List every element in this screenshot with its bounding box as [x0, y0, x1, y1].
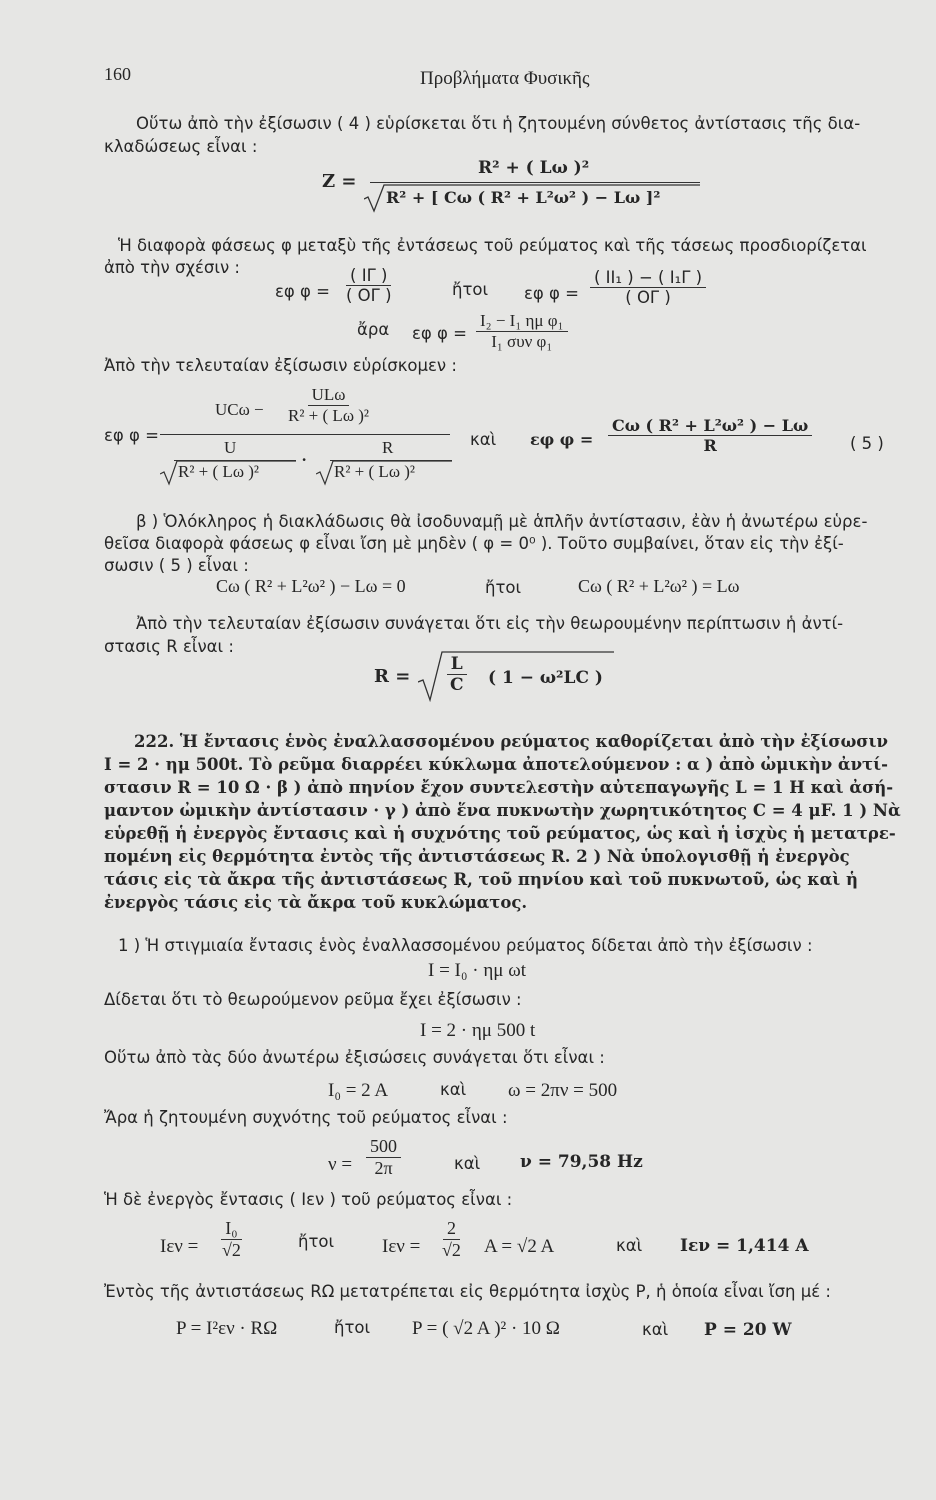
phase-line-2: ἀπὸ τὴν σχέσιν : [104, 258, 240, 277]
solution-line-3: Οὕτω ἀπὸ τὰς δύο ἀνωτέρω ἐξισώσεις συνάγεται ὅτι εἶναι : [104, 1048, 605, 1067]
beta-line-1: β ) Ὁλόκληρος ἡ διακλάδωσις θὰ ἰσοδυναμῇ μὲ ἁπλῆν ἀντίστασιν, ἐὰν ἡ ἀνωτέρω εὑρε- [136, 512, 868, 531]
solution-line-5: Ἡ δὲ ἐνεργὸς ἔντασις ( Iεν ) τοῦ ρεύματος εἶναι : [104, 1190, 513, 1209]
ien-result: Iεν = 1,414 A [680, 1236, 809, 1256]
main-fraction-bar [160, 434, 450, 435]
solution-line-1: 1 ) Ἡ στιγμιαία ἔντασις ἑνὸς ἐναλλασσομένου ρεύματος δίδεται ἀπὸ τὴν ἐξίσωσιν : [118, 936, 813, 955]
intro-line-2: κλαδώσεως εἶναι : [104, 137, 258, 156]
phase-line-1: Ἡ διαφορὰ φάσεως φ μεταξὺ τῆς ἐντάσεως τοῦ ρεύματος καὶ τῆς τάσεως προσδιορίζεται [118, 236, 867, 255]
solution-line-4: Ἄρα ἡ ζητουμένη συχνότης τοῦ ρεύματος εἶναι : [104, 1108, 508, 1127]
beta-line-3: σωσιν ( 5 ) εἶναι : [104, 556, 249, 575]
solution-line-6: Ἐντὸς τῆς ἀντιστάσεως RΩ μετατρέπεται εἰς θερμότητα ἰσχὺς P, ἡ ὁποία εἶναι ἴση μέ : [104, 1282, 831, 1301]
running-title: Προβλήματα Φυσικῆς [420, 68, 590, 89]
fraction-ii1-og: $\frac{\text{( ΙΙ₁ ) − ( Ι₁Γ )}}{( O\Gamma )}$ [590, 268, 706, 307]
solution-line-2: Δίδεται ὅτι τὸ θεωρούμενον ρεῦμα ἔχει ἐξίσωσιν : [104, 990, 522, 1009]
beta-line-2: θεῖσα διαφορὰ φάσεως φ εἶναι ἴση μὲ μηδὲν ( φ = 0⁰ ). Τοῦτο συμβαίνει, ὅταν εἰς τὴν ἐξί- [104, 534, 844, 553]
beta-line-4: Ἀπὸ τὴν τελευταίαν ἐξίσωσιν συνάγεται ὅτι εἰς τὴν θεωρουμένην περίπτωσιν ἡ ἀντί- [136, 614, 844, 633]
nu-result: ν = 79,58 Hz [520, 1152, 643, 1172]
fraction-tan-result: $\frac{\text{Cω ( R² + L²ω² ) − Lω}}{R}$ [608, 416, 812, 455]
fraction-ig-og: $\frac{( I\Gamma )}{( O\Gamma )}$ [346, 266, 392, 305]
power-result: P = 20 W [704, 1320, 792, 1340]
page-number: 160 [104, 64, 131, 84]
book-page: 160 Προβλήματα Φυσικῆς Οὕτω ἀπὸ τὴν ἐξίσωσιν ( 4 ) εὑρίσκεται ὅτι ἡ ζητουμένη σύνθετος ἀντίστασις τῆς δια- κλαδώσεως εἶναι : Z = R² + ( Lω )² R² + [ Cω ( R² + L²ω² ) − Lω ]² Ἡ διαφορὰ φάσεως φ μεταξὺ τῆς ἐντάσεως τοῦ ρεύματος καὶ τῆς τάσεως προσδιορίζεται ἀπὸ τὴν σχέσιν : εφ φ = $\frac{( I\Gamma )}{( O\Gamma )}$ ἤτοι εφ φ = $\frac{\text{( ΙΙ₁ ) − ( Ι₁Γ )}}{( O\Gamma )}$ ἄρα εφ φ = Ι₂ − Ι₁ ημ φ₁ Ι₁ συν φ₁ Ἀπὸ τὴν τελευταίαν ἐξίσωσιν εὑρίσκομεν : εφ φ = UCω − ULω R² + ( Lω )² U R . R² + ( Lω )² R² + ( Lω )² καὶ εφ φ = $\frac{\text{Cω ( R² + L²ω² ) − Lω}}{R}$ ( 5 ) β ) Ὁλόκληρος ἡ διακλάδωσις θὰ ἰσοδυναμῇ μὲ ἁπλῆν ἀντίστασιν, ἐὰν ἡ ἀνωτέρω εὑρε- θεῖσα διαφορὰ φάσεως φ εἶναι ἴση μὲ μηδὲν ( φ = 0⁰ ). Τοῦτο συμβαίνει, ὅταν εἰς τὴν ἐξί- σωσιν ( 5 ) εἶναι : Cω ( R² + L²ω² ) − Lω = 0 ἤτοι Cω ( R² + L²ω² ) = Lω Ἀπὸ τὴν τελευταίαν ἐξίσωσιν συνάγεται ὅτι εἰς τὴν θεωρουμένην περίπτωσιν ἡ ἀντί- στασις R εἶναι : R = $\frac{L}{C}$ ( 1 − ω²LC ) 222. Ἡ ἔντασις ἑνὸς ἐναλλασσομένου ρεύματος καθορίζεται ἀπὸ τὴν ἐξίσωσιν I = 2 · ημ 500t. Τὸ ρεῦμα διαρρέει κύκλωμα ἀποτελούμενον : α ) ἀπὸ ὠμικὴν ἀντί- στασιν R = 10 Ω · β ) ἀπὸ πηνίον ἔχον συντελεστὴν αὐτεπαγωγῆς L = 1 H καὶ ἀσή- μαντον ὠμικὴν ἀντίστασιν · γ ) ἀπὸ ἕνα πυκνωτὴν χωρητικότητος C = 4 μF. 1 ) Νὰ εὑρεθῇ ἡ ἐνεργὸς ἔντασις καὶ ἡ συχνότης τοῦ ρεύματος, ὡς καὶ ἡ ἰσχὺς ἡ μετατρε- πομένη εἰς θερμότητα ἐντὸς τῆς ἀντιστάσεως R. 2 ) Νὰ ὑπολογισθῇ ἡ ἐνεργὸς τάσις εἰς τὰ ἄκρα τῆς ἀντιστάσεως R, τοῦ πηνίου καὶ τοῦ πυκνωτοῦ, ὡς καὶ ἡ ἐνεργὸς τάσις εἰς τὰ ἄκρα τοῦ κυκλώματος. 1 ) Ἡ στιγμιαία ἔντασις ἑνὸς ἐναλλασσομένου ρεύματος δίδεται ἀπὸ τὴν ἐξίσωσιν : I = I₀ · ημ ωt Δίδεται ὅτι τὸ θεωρούμενον ρεῦμα ἔχει ἐξίσωσιν : I = 2 · ημ 500 t Οὕτω ἀπὸ τὰς δύο ἀνωτέρω ἐξισώσεις συνάγεται ὅτι εἶναι : I₀ = 2 A καὶ ω = 2πν = 500 Ἄρα ἡ ζητουμένη συχνότης τοῦ ρεύματος εἶναι : ν = $\frac{500}{2\pi}$ καὶ ν = 79,58 Hz Ἡ δὲ ἐνεργὸς ἔντασις ( Iεν ) τοῦ ρεύματος εἶναι : Iεν = $\frac{\text{I₀}}{√2}$ ἤτοι Iεν = $\frac{2}{√2}$ A = √2 A καὶ Iεν = 1,414 A Ἐντὸς τῆς ἀντιστάσεως RΩ μετατρέπεται εἰς θερμότητα ἰσχὺς P, ἡ ὁποία εἶναι ἴση μέ : P = I²εν · RΩ ἤτοι P = ( √2 A )² · 10 Ω καὶ P = 20 W [104, 64, 901, 1340]
last-eq-intro: Ἀπὸ τὴν τελευταίαν ἐξίσωσιν εὑρίσκομεν : [104, 356, 457, 375]
fraction-i2-i1: Ι₂ − Ι₁ ημ φ₁ Ι₁ συν φ₁ [476, 311, 568, 352]
beta-line-5: στασις R εἶναι : [104, 637, 234, 656]
intro-line-1: Οὕτω ἀπὸ τὴν ἐξίσωσιν ( 4 ) εὑρίσκεται ὅτι ἡ ζητουμένη σύνθετος ἀντίστασις τῆς δια- [136, 114, 861, 133]
